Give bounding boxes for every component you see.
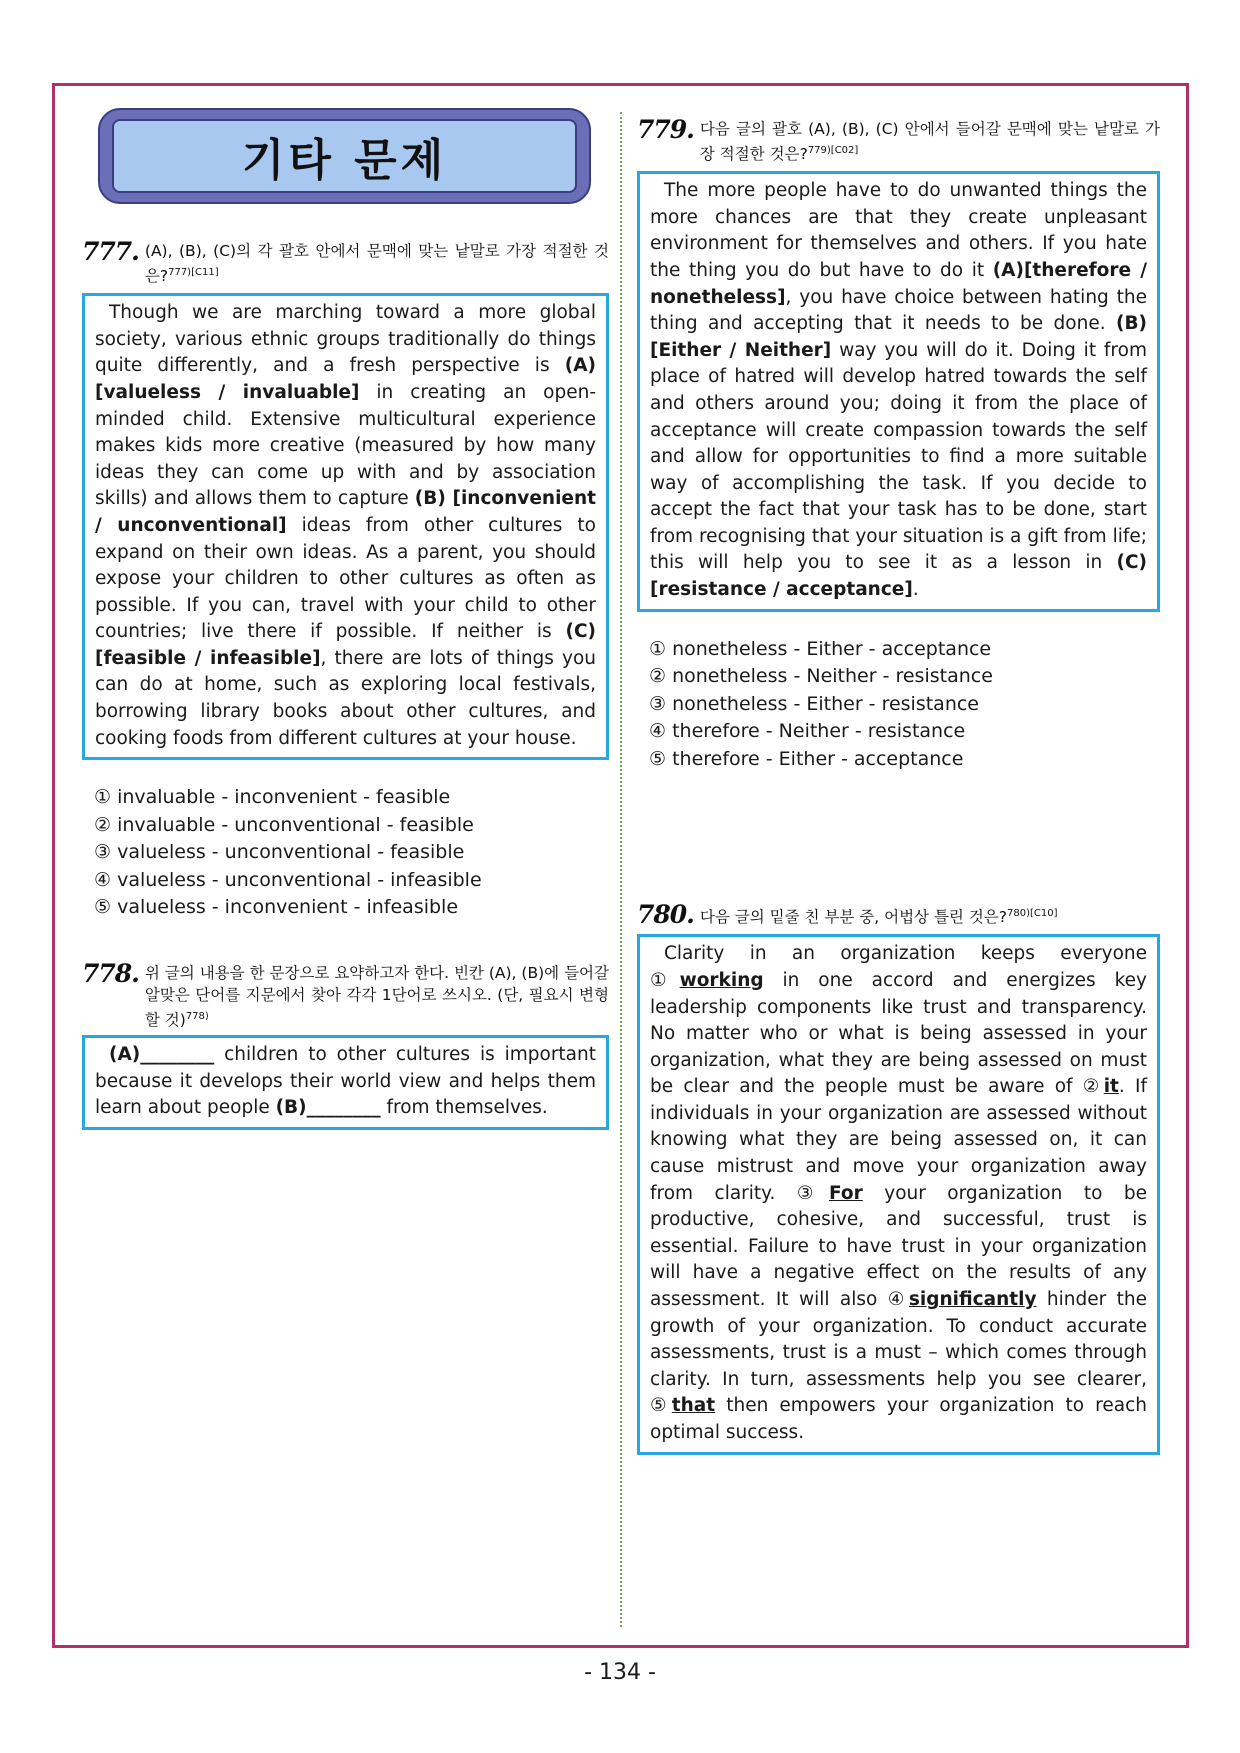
- question-number: 777.: [82, 237, 139, 266]
- summary-box: [82, 1035, 609, 1130]
- question-instruction: 위 글의 내용을 한 문장으로 요약하고자 한다. 빈칸 (A), (B)에 들어갈 알맞은 단어를 지문에서 찾아 각각 1단어로 쓰시오. (단, 필요시 변형할 것): [144, 963, 609, 1029]
- passage-box: [637, 171, 1160, 612]
- choice-1[interactable]: ① nonetheless - Either - acceptance: [649, 637, 992, 660]
- footnote-ref: 780)[C10]: [1007, 908, 1058, 920]
- question-778: [82, 958, 609, 1130]
- underlined-3[interactable]: For: [829, 1182, 863, 1204]
- answer-choices: [637, 636, 1160, 774]
- left-column: [82, 108, 609, 1130]
- answer-choices: [82, 784, 609, 922]
- summary-text: (A)________ children to other cultures is important because it develops their world view and helps them learn about people (B)________ from themselves.: [95, 1043, 596, 1119]
- passage-box: [637, 934, 1160, 1454]
- underlined-1[interactable]: working: [679, 969, 764, 991]
- passage-text: Clarity in an organization keeps everyone ①working in one accord and energizes key leadership components like trust and transparency. No matter who or what is being assessed in your organization, what they are being assessed on must be clear and the people must be aware of ②it. If individuals in your organization are assessed without knowing what they are being assessed on, it can cause mistrust and move your organization away from clarity. ③For your organization to be productive, cohesive, and successful, trust is essential. Failure to have trust in your organization will have a negative effect on the results of any assessment. It will also ④significantly hinder the growth of your organization. To conduct accurate assessments, trust is a must – which comes through clarity. In turn, assessments help you see clearer, ⑤that then empowers your organization to reach optimal success.: [650, 943, 1147, 1443]
- title-banner: [98, 108, 591, 204]
- choice-5[interactable]: ⑤ therefore - Either - acceptance: [649, 747, 964, 770]
- question-instruction: 다음 글의 괄호 (A), (B), (C) 안에서 들어갈 문맥에 맞는 낱말로 가장 적절한 것은?: [699, 120, 1160, 164]
- underlined-5[interactable]: that: [671, 1395, 716, 1417]
- question-780: [637, 900, 1160, 1454]
- column-divider: [620, 112, 622, 1627]
- choice-1[interactable]: ① invaluable - inconvenient - feasible: [94, 786, 451, 809]
- question-instruction: 다음 글의 밑줄 친 부분 중, 어법상 틀린 것은?: [699, 908, 1008, 927]
- footnote-ref: 779)[C02]: [807, 145, 859, 156]
- choice-5[interactable]: ⑤ valueless - inconvenient - infeasible: [94, 896, 459, 919]
- page-number: - 134 -: [584, 1660, 656, 1685]
- blank-a[interactable]: (A)________: [109, 1043, 215, 1065]
- question-number: 779.: [637, 115, 694, 144]
- passage-text: Though we are marching toward a more global society, various ethnic groups traditionally do things quite differently, and a fresh perspective is (A) [valueless / invaluable] in creating an open-minded child. Extensive multicultural experience makes kids more creative (measured by how many ideas they can come up with and by association skills) and allows them to capture (B) [inconvenient / unconventional] ideas from other cultures to expand on their own ideas. As a parent, you should expose your children to other cultures as often as possible. If you can, travel with your child to other countries; live there if possible. If neither is (C) [feasible / infeasible], there are lots of things you can do at home, such as exploring local festivals, borrowing library books about other cultures, and cooking foods from different cultures at your house.: [95, 302, 596, 749]
- blank-b[interactable]: (B)________: [275, 1097, 381, 1119]
- question-779: [637, 115, 1160, 773]
- choice-4[interactable]: ④ valueless - unconventional - infeasible: [94, 868, 482, 891]
- choice-3[interactable]: ③ nonetheless - Either - resistance: [649, 692, 979, 715]
- passage-box: [82, 293, 609, 760]
- choice-3[interactable]: ③ valueless - unconventional - feasible: [94, 841, 465, 864]
- right-column: [637, 115, 1160, 1455]
- question-number: 780.: [637, 900, 694, 930]
- underlined-2[interactable]: it: [1103, 1076, 1119, 1098]
- choice-2[interactable]: ② invaluable - unconventional - feasible: [94, 813, 474, 836]
- footnote-ref: 778): [185, 1010, 209, 1022]
- underlined-4[interactable]: significantly: [908, 1289, 1037, 1311]
- page-title: 기타 문제: [241, 135, 448, 186]
- choice-4[interactable]: ④ therefore - Neither - resistance: [649, 720, 966, 743]
- question-instruction: (A), (B), (C)의 각 괄호 안에서 문맥에 맞는 낱말로 가장 적절한 것은?: [144, 242, 609, 286]
- passage-text: The more people have to do unwanted things the more chances are that they create unpleasant environment for themselves and others. If you hate the thing you do but have to do it (A)[therefore / nonetheless], you have choice between hating the thing and accepting that it needs to be done. (B)[Either / Neither] way you will do it. Doing it from place of hatred will develop hatred towards the self and others around you; doing it from the place of acceptance will create compassion towards the self and allow for opportunities to find a more suitable way of accomplishing the task. If you decide to accept the fact that your task has to be done, start from recognising that your situation is a gift from life; this will help you to see it as a lesson in (C)[resistance / acceptance].: [650, 180, 1147, 601]
- footnote-ref: 777)[C11]: [168, 267, 219, 278]
- question-777: [82, 237, 609, 922]
- question-number: 778.: [82, 958, 139, 988]
- choice-2[interactable]: ② nonetheless - Neither - resistance: [649, 665, 993, 688]
